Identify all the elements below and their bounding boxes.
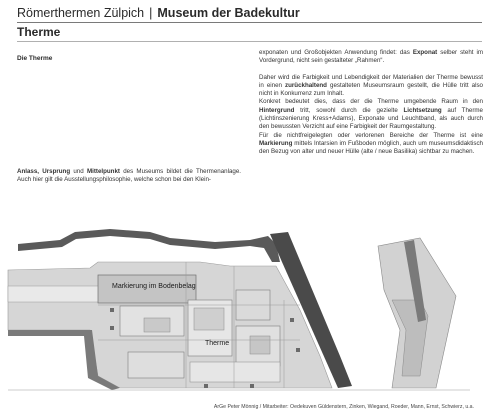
text-run: Für die nichtfreigelegten oder verlorenen Bereiche der Therme ist eine <box>259 131 483 139</box>
right-paragraph-4 <box>259 132 483 157</box>
right-paragraph-3 <box>259 98 483 131</box>
paragraph-gap <box>259 66 483 74</box>
header-place: Römerthermen Zülpich <box>17 6 145 20</box>
header-museum: Museum der Badekultur <box>157 6 300 20</box>
text-run: tritt, sowohl durch die gezielte <box>294 106 404 114</box>
text-run: Konkret bedeutet dies, dass der die Therme umgebende Raum in den <box>259 98 483 106</box>
section-title: Therme <box>17 25 61 39</box>
floor-plan <box>0 213 490 399</box>
plan-label-markierung: Markierung im Bodenbelag <box>112 283 196 290</box>
left-column-text <box>17 168 241 185</box>
page-header <box>17 5 482 21</box>
text-bold: Anlass, Ursprung <box>17 168 71 175</box>
plan-band-west <box>8 286 100 302</box>
text-run: des Museums bildet die Thermenanlage. Auch hier gilt die Ausstellungsphilosophie, welche schon bei den Klein- <box>17 168 242 184</box>
text-run: exponaten und Großobjekten Anwendung findet: das <box>259 49 413 56</box>
section-rule <box>17 41 482 42</box>
text-bold: Exponat <box>412 49 438 56</box>
left-paragraph-1 <box>17 168 241 185</box>
plan-room-2 <box>144 318 170 332</box>
header-separator: | <box>149 6 153 20</box>
right-paragraph-2 <box>259 74 483 99</box>
text-bold: Mittelpunkt <box>86 168 120 175</box>
credits-footer: ArGe Peter Mönnig / Mitarbeiter: Oedekuven Güldenstern, Zinken, Wiegand, Roeder, Mann, Ernst, Schwierz, u.a. <box>213 404 474 410</box>
text-run: und <box>70 168 87 175</box>
plan-room-4 <box>194 308 224 330</box>
text-bold: Hintergrund <box>259 106 295 114</box>
text-run: auf Therme (Lichtinszenierung Kress+Adams), Exponate und Leuchtband, als auch durch den bewussten Verzicht auf eine Farbigkeit der Raumgestaltung. <box>259 106 483 131</box>
text-run: gestalteten Museumsraum gestellt, die Hülle tritt also nicht in Konkurrenz zum Inhalt. <box>259 81 483 98</box>
plan-label-therme: Therme <box>205 340 230 347</box>
left-column-heading: Die Therme <box>17 55 53 62</box>
text-run: selber steht im Vordergrund, nicht sein gestalteter „Rahmen“. <box>259 49 484 65</box>
plan-room-7 <box>250 336 270 354</box>
plan-room-8 <box>128 352 184 378</box>
text-run: Daher wird die Farbigkeit und Lebendigkeit der Materialien der Therme bewusst in einen <box>259 73 483 89</box>
text-run: mittels Intarsien im Fußboden möglich, auch um museumsdidaktisch den Bezug von alter und neuer Hülle (alte / neue Basilika) sichtbar zu machen. <box>259 139 483 156</box>
plan-wall-north <box>18 229 280 262</box>
header-rule <box>17 22 482 23</box>
text-bold: Lichtsetzung <box>403 106 442 114</box>
right-paragraph-1 <box>259 49 483 66</box>
plan-room-9 <box>190 362 280 382</box>
text-bold: Markierung <box>259 139 293 147</box>
text-bold: zurückhaltend <box>285 81 327 89</box>
right-column-text <box>259 49 483 157</box>
